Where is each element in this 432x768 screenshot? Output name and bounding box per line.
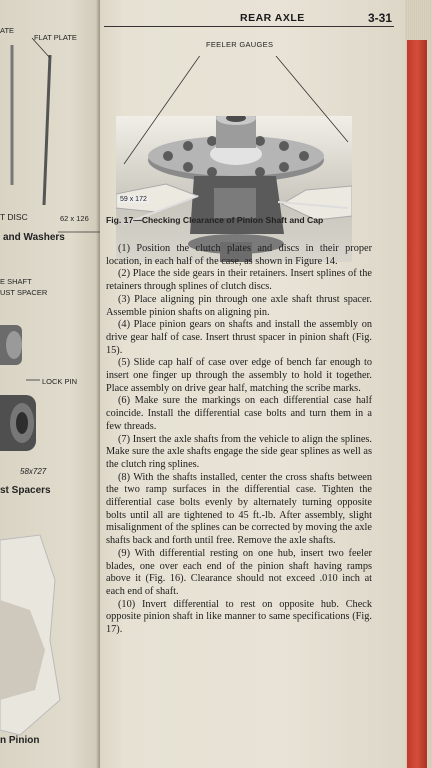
step-4: (4) Place pinion gears on shafts and install the assembly on drive gear half of case. Insert thrust spacer in pinion shaft (Fig. 15). xyxy=(106,319,372,356)
figure-photo-id: 59 x 172 xyxy=(120,196,147,203)
running-head: REAR AXLE xyxy=(240,12,305,24)
callout-lines xyxy=(116,56,356,206)
step-7: (7) Insert the axle shafts from the vehicle to align the splines. Make sure the axle shafts engage the side gear splines as well as the clutch ring splines. xyxy=(106,433,372,470)
left-page xyxy=(0,0,100,768)
feeler-gauges-callout: FEELER GAUGES xyxy=(206,40,274,49)
step-8: (8) With the shafts installed, center the cross shafts between the two ramp surfaces in the differential case. Tighten the differential case bolts evenly by alternately turning opposite bolts until all are tightened to 45 ft.-lb. After assembly, slight misalignment of the splines can be corrected by moving the axle shafts back and forth until free. Remove the axle shafts. xyxy=(106,471,372,547)
page-number: 3-31 xyxy=(368,11,393,25)
left-heading-pinion: n Pinion xyxy=(0,735,40,746)
figure-17 xyxy=(116,56,356,206)
step-2: (2) Place the side gears in their retainers. Insert splines of the retainers through splines of clutch discs. xyxy=(106,268,372,293)
left-label-disc: T DISC xyxy=(0,212,28,222)
step-3: (3) Place aligning pin through one axle shaft thrust spacer. Assemble pinion shafts on aligning pin. xyxy=(106,293,372,318)
step-9: (9) With differential resting on one hub, insert two feeler blades, one over each end of the pinion shaft having ramps above it (Fig. 16). Clearance should not exceed .010 inch at each end of shaft. xyxy=(106,547,372,597)
left-photo-id-2: 58x727 xyxy=(20,467,47,476)
left-photo-id-1: 62 x 126 xyxy=(60,214,89,223)
left-heading-washers: and Washers xyxy=(3,232,65,243)
left-label-flat-plate: FLAT PLATE xyxy=(34,33,77,42)
left-heading-spacers: st Spacers xyxy=(0,485,51,496)
step-10: (10) Invert differential to rest on opposite hub. Check opposite pinion shaft in like manner to same specifications (Fig. 17). xyxy=(106,598,372,636)
step-6: (6) Make sure the markings on each differential case half coincide. Install the differential case bolts and turn them in a few threads. xyxy=(106,395,372,432)
left-label-shaft: E SHAFT xyxy=(0,277,32,286)
procedure-text xyxy=(106,243,372,637)
step-1: (1) Position the clutch plates and discs in their proper location, in each half of the case, as shown in Figure 14. xyxy=(106,243,372,267)
left-label-ate: ATE xyxy=(0,26,15,35)
red-book-spine xyxy=(407,40,427,768)
figure-caption: Fig. 17—Checking Clearance of Pinion Shaft and Cap xyxy=(106,215,324,225)
step-5: (5) Slide cap half of case over edge of bench far enough to insert one finger up through the assembly to hold it together. Place assembly on drive gear half, matching the scribe marks. xyxy=(106,357,372,394)
left-label-spacer: UST SPACER xyxy=(0,288,48,297)
header-rule xyxy=(104,26,394,27)
left-label-lock-pin: LOCK PIN xyxy=(42,377,78,386)
